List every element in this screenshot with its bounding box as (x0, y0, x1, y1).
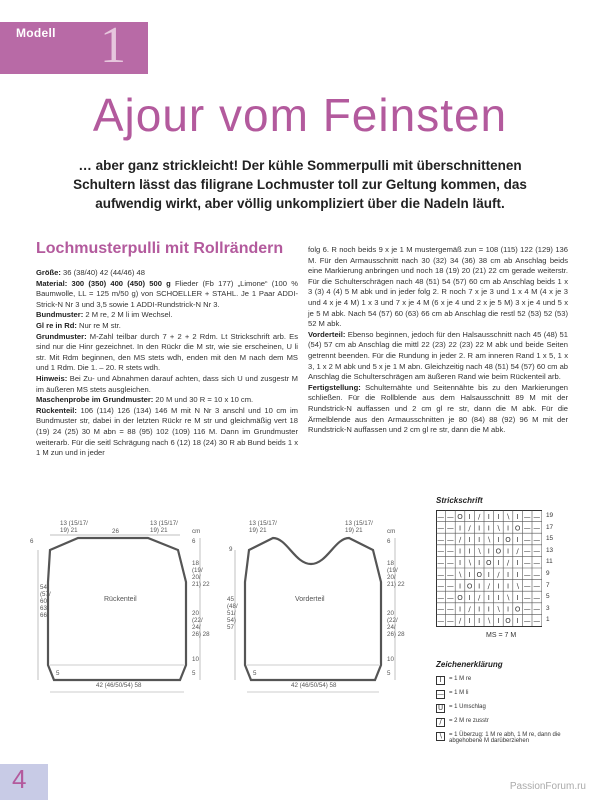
chart-stitch-symbol: ∖ (505, 512, 511, 521)
page-number: 4 (12, 764, 27, 794)
instruction-label: Rückenteil: (36, 405, 77, 415)
chart-stitch-symbol: I (468, 512, 471, 521)
chart-stitch-symbol: — (523, 512, 531, 521)
instruction-paragraph (36, 310, 298, 321)
chart-stitch-symbol: I (468, 617, 471, 626)
front-piece-name: Vorderteil (295, 596, 325, 603)
chart-stitch-symbol: — (533, 512, 541, 521)
model-number: 1 (100, 17, 126, 74)
chart-stitch-symbol: — (446, 582, 454, 591)
chart-stitch-symbol: — (446, 570, 454, 579)
chart-stitch-symbol: — (533, 605, 541, 614)
chart-stitch-symbol: ∕ (468, 524, 471, 533)
chart-stitch-symbol: I (468, 594, 471, 602)
instruction-text: 20 M und 30 R = 10 x 10 cm. (153, 395, 254, 405)
chart-stitch-symbol: I (497, 536, 500, 544)
chart-row-number: 7 (546, 581, 550, 589)
chart-stitch-symbol: I (458, 547, 462, 556)
chart-stitch-symbol: I (478, 605, 481, 614)
legend-text: = 1 M li (449, 690, 469, 696)
chart-row-number: 11 (546, 558, 553, 566)
legend-item (436, 732, 576, 744)
legend-item (436, 718, 576, 727)
back-top-left: 6 (30, 538, 34, 545)
front-shaping-right: 10 (387, 656, 394, 663)
chart-stitch-symbol: — (437, 512, 445, 521)
watermark: PassionForum.ru (509, 781, 586, 792)
chart-row-number: 1 (546, 616, 550, 624)
chart-stitch-symbol: I (506, 582, 510, 591)
chart-stitch-symbol: — (437, 536, 445, 544)
chart-stitch-symbol: ∖ (486, 617, 492, 626)
instruction-paragraph (36, 279, 298, 311)
chart-stitch-symbol: I (458, 605, 462, 614)
chart-stitch-symbol: I (497, 582, 500, 591)
stitch-chart-grid (436, 510, 542, 630)
front-top-left: 9 (229, 546, 233, 553)
front-rib-right: 5 (387, 670, 391, 677)
chart-stitch-symbol: — (437, 617, 445, 626)
chart-stitch-symbol: I (487, 547, 490, 556)
chart-stitch-symbol: O (486, 559, 492, 568)
legend-text: = 1 Überzug: 1 M re abh, 1 M re, dann die abgehobene M darüberziehen (449, 732, 561, 744)
chart-stitch-symbol: — (533, 559, 541, 568)
chart-stitch-symbol: O (476, 570, 482, 579)
chart-stitch-symbol: ∕ (497, 570, 500, 579)
chart-stitch-symbol: I (478, 582, 481, 591)
legend-text: = 1 M re (449, 676, 472, 682)
chart-stitch-symbol: I (478, 536, 481, 544)
back-top-right: 6 (192, 538, 196, 545)
instruction-text: Schulternähte und Seitennähte bis zu den Markierungen schließen. Für die Rollblende aus dem Halsausschnitt 89 M mit der Rundstrick-N auffassen und 2 cm gl re str, dann die M abk. Für die Ärmelblende aus den Armausschnitten je 80 (84) 88 (92) 96 M mit der Rundstrick-N auffassen und 2 cm gl re str, dann die M abk. (308, 382, 568, 435)
chart-stitch-symbol: ∖ (515, 582, 520, 591)
chart-stitch-symbol: O (457, 594, 463, 602)
chart-stitch-symbol: I (497, 617, 500, 626)
back-rib-right: 5 (192, 670, 196, 677)
chart-stitch-symbol: ∖ (486, 536, 492, 544)
chart-stitch-symbol: I (468, 536, 471, 544)
back-piece-name: Rückenteil (104, 596, 137, 603)
front-shoulder-right: 13 (15/17/ 19) 21 (345, 520, 373, 534)
back-side-left: 54 (57/ 60/ 63) 66 (40, 584, 51, 619)
back-bottom-width: 42 (46/50/54) 58 (96, 682, 142, 689)
instruction-text: 36 (38/40) 42 (44/46) 48 (60, 268, 145, 277)
chart-stitch-symbol: ∖ (476, 547, 482, 556)
chart-stitch-symbol: — (533, 582, 541, 591)
chart-stitch-symbol: ∕ (506, 559, 510, 568)
chart-stitch-symbol: — (446, 605, 454, 614)
chart-stitch-symbol: ∕ (478, 594, 481, 602)
instruction-text: Flieder (Fb 177) „Limone“ (100 % Baumwolle, LL = 125 m/50 g) von SCHOELLER + STAHL. Je 1 Paar ADDI-Strick-N Nr 3 und 3,5 sowie 1 ADDI-Rundstrick-N Nr 3. (36, 278, 298, 309)
chart-stitch-symbol: I (487, 524, 490, 533)
chart-stitch-symbol: ∕ (458, 536, 462, 544)
instruction-paragraph (36, 332, 298, 374)
chart-row-number: 15 (546, 535, 554, 543)
back-piece-diagram (30, 520, 220, 705)
chart-row-number: 13 (546, 546, 554, 554)
chart-stitch-symbol: I (478, 617, 481, 626)
chart-stitch-symbol: — (437, 547, 445, 556)
chart-stitch-symbol: — (437, 594, 445, 602)
instruction-text: 2 M re, 2 M li im Wechsel. (83, 310, 173, 320)
instruction-paragraph (36, 395, 298, 406)
chart-stitch-symbol: O (457, 512, 463, 521)
back-shoulder-right: 13 (15/17/ 19) 21 (150, 520, 178, 534)
back-shaping-right: 10 (192, 656, 199, 663)
legend-item (436, 690, 576, 699)
chart-stitch-symbol: — (446, 617, 454, 626)
chart-stitch-symbol: ∕ (516, 547, 519, 556)
instruction-text: Ebenso beginnen, jedoch für den Halsausschnitt nach 45 (48) 51 (54) 57 cm ab Anschlag die mittl 22 (23) 22 (23) 22 M abk und beide Seiten getrennt beenden. Für die Rundung in jeder 2. R am inneren Rand 1 x 5, 1 x 3, 1 x 2 M abk und 5 x je 1 M abn. Gleichzeitig nach 48 (51) 54 (57) 60 cm ab Anschlag die Schulterschrägen am äußeren Rand wie beim Rückenteil arb. (308, 329, 569, 382)
front-top-right: 6 (387, 538, 391, 545)
pattern-subhead: Lochmusterpulli mit Rollrändern (36, 240, 284, 257)
legend-symbol-icon: I (436, 676, 445, 685)
chart-stitch-symbol: — (533, 536, 541, 544)
chart-stitch-symbol: — (533, 570, 541, 579)
instruction-label: Fertigstellung: (308, 382, 361, 392)
chart-row-number: 19 (546, 512, 554, 519)
legend-title: Zeichenerklärung (436, 660, 503, 669)
legend-text: = 1 Umschlag (449, 704, 486, 710)
instruction-paragraph (36, 406, 298, 459)
chart-stitch-symbol: — (523, 594, 531, 602)
chart-stitch-symbol: — (533, 617, 541, 626)
chart-stitch-symbol: ∖ (457, 570, 463, 579)
chart-row-number: 3 (546, 604, 550, 612)
chart-stitch-symbol: ∕ (478, 512, 481, 521)
chart-stitch-symbol: — (446, 594, 454, 602)
chart-stitch-symbol: I (458, 524, 462, 533)
chart-stitch-symbol: I (506, 605, 510, 614)
instruction-text: folg 6. R noch beids 9 x je 1 M mustergemäß zun = 108 (115) 122 (129) 136 M. Für den Armausschnitt nach 30 (32) 34 (36) 38 cm ab Anschlag beids eine Markierung anbringen und noch 18 (19) 20 (21) 22 cm gerade weiterstr. Für die Schulterschrägen nach 48 (51) 54 (57) 60 cm ab Anschlag beids 1 x 3 (3) 4 (4) 5 M abk und in jeder folg 2. R noch 7 x je 3 und 1 x 4 M (4 x je 3 und 4 x je 4 M) 1 x 3 und 7 x je 4 M (6 x je 4 und 2 x je 5 M) 3 x je 4 und 5 x je 5 M abk. Nach 54 (57) 60 (63) 66 cm ab Anschlag die restl 52 (53) 52 (53) 52 M abk. (308, 245, 568, 329)
chart-stitch-symbol: I (468, 547, 471, 556)
chart-row-number: 5 (546, 593, 550, 601)
instruction-label: Maschenprobe im Grundmuster: (36, 395, 154, 405)
chart-stitch-symbol: I (516, 512, 519, 521)
chart-stitch-symbol: I (478, 524, 481, 533)
chart-stitch-symbol: I (487, 594, 490, 602)
chart-stitch-symbol: O (505, 536, 511, 544)
instruction-label: Vorderteil: (308, 329, 346, 339)
legend-item (436, 676, 576, 685)
chart-stitch-symbol: ∖ (496, 524, 501, 533)
chart-stitch-symbol: I (506, 524, 510, 533)
chart-stitch-symbol: — (446, 536, 454, 544)
chart-stitch-symbol: I (516, 559, 519, 568)
front-armhole: 18 (19/ 20/ 21) 22 (387, 560, 405, 588)
instructions-right-column (308, 245, 568, 436)
chart-stitch-symbol: I (478, 559, 481, 568)
chart-stitch-symbol: ∖ (467, 559, 472, 568)
front-piece-diagram (225, 520, 415, 705)
chart-stitch-symbol: I (487, 605, 490, 614)
chart-stitch-symbol: — (523, 605, 531, 614)
chart-stitch-symbol: — (437, 582, 445, 591)
chart-stitch-symbol: — (523, 524, 531, 533)
instruction-paragraph (36, 268, 298, 279)
chart-stitch-symbol: — (437, 605, 445, 614)
instruction-label: Größe: (36, 268, 61, 277)
front-unit: cm (387, 528, 396, 535)
chart-stitch-symbol: I (497, 594, 500, 602)
chart-stitch-symbol: I (497, 559, 500, 568)
chart-stitch-symbol: ∕ (468, 605, 471, 614)
back-side-right: 20 (22/ 24/ 26) 28 (192, 610, 210, 638)
chart-stitch-symbol: — (446, 559, 454, 568)
instruction-paragraph (308, 330, 568, 383)
chart-stitch-symbol: — (437, 524, 445, 533)
instruction-paragraph (308, 245, 568, 330)
chart-stitch-symbol: I (458, 582, 462, 591)
back-rib-left: 5 (56, 670, 60, 677)
chart-stitch-symbol: — (523, 582, 531, 591)
back-unit: cm (192, 528, 201, 535)
chart-stitch-symbol: O (495, 547, 502, 556)
chart-stitch-symbol: ∖ (496, 605, 501, 614)
chart-stitch-symbol: — (523, 570, 531, 579)
back-shoulder-left: 13 (15/17/ 19) 21 (60, 520, 88, 534)
chart-stitch-symbol: — (533, 594, 541, 602)
chart-stitch-symbol: I (458, 559, 462, 568)
chart-stitch-symbol: — (446, 547, 454, 556)
instruction-label: Gl re in Rd: (36, 320, 77, 330)
front-shoulder-left: 13 (15/17/ 19) 21 (249, 520, 277, 534)
instruction-paragraph (308, 383, 568, 436)
instruction-text: 106 (114) 126 (134) 146 M mit N Nr 3 anschl und 10 cm im Bundmuster str, dabei in der letzten Rückr re M str und gleichmäßig vert 18 (19) 24 (25) 30 M abn = 88 (95) 102 (109) 116 M. Dann im Grundmuster weiterarb. Für die seitl Schrägung nach 6 (12) 18 (24) 30 R ab Bund beids 1 x 1 M zun und in jeder (36, 405, 298, 458)
front-side-right: 20 (22/ 24/ 26) 28 (387, 610, 405, 638)
front-rib-left: 5 (253, 670, 257, 677)
chart-stitch-symbol: I (516, 594, 519, 602)
instruction-label: Bundmuster: (36, 310, 84, 320)
legend-symbol-icon: ∕ (436, 718, 445, 727)
chart-stitch-symbol: ∕ (487, 582, 490, 591)
chart-stitch-symbol: I (506, 570, 510, 579)
chart-row-number: 17 (546, 523, 554, 531)
chart-stitch-symbol: I (516, 536, 519, 544)
chart-stitch-symbol: — (446, 512, 454, 521)
chart-stitch-symbol: O (505, 617, 511, 626)
chart-stitch-symbol: — (523, 559, 531, 568)
front-side-left: 45 (48/ 51/ 54) 57 (227, 596, 238, 631)
model-label: Modell (16, 26, 56, 40)
instructions-left-column (36, 268, 298, 459)
chart-title: Strickschrift (436, 496, 483, 505)
chart-stitch-symbol: — (437, 570, 445, 579)
legend-text: = 2 M re zusstr (449, 718, 489, 724)
back-armhole: 18 (19/ 20/ 21) 22 (192, 560, 210, 588)
instruction-label: Grundmuster: (36, 331, 87, 341)
chart-stitch-symbol: I (497, 512, 500, 521)
chart-stitch-symbol: O (466, 582, 473, 591)
legend-symbol-icon: ∖ (436, 732, 445, 741)
front-bottom-width: 42 (46/50/54) 58 (291, 682, 337, 689)
chart-stitch-symbol: — (437, 559, 445, 568)
lead-paragraph: … aber ganz strickleicht! Der kühle Sommerpulli mit überschnittenen Schultern lässt das filigrane Lochmuster toll zur Geltung kommen, das aufwendig wirkt, aber völlig unkompliziert über die Nadeln läuft. (73, 158, 527, 211)
instruction-text: Nur re M str. (76, 320, 121, 330)
instruction-label: Hinweis: (36, 373, 68, 383)
chart-stitch-symbol: ∖ (505, 594, 511, 602)
chart-stitch-symbol: I (487, 512, 490, 521)
chart-stitch-symbol: O (514, 524, 521, 533)
legend-item (436, 704, 576, 713)
chart-stitch-symbol: — (533, 524, 541, 533)
chart-stitch-symbol: — (533, 547, 541, 556)
back-neck-width: 26 (112, 528, 119, 535)
chart-row-number: 9 (546, 570, 550, 577)
legend-symbol-icon: — (437, 690, 444, 698)
chart-stitch-symbol: — (523, 617, 531, 626)
chart-stitch-symbol: O (514, 605, 521, 614)
chart-stitch-symbol: I (468, 570, 471, 579)
instruction-label: Material: 300 (350) 400 (450) 500 g (36, 278, 171, 288)
chart-stitch-symbol: I (506, 547, 510, 556)
instruction-text: M-Zahl teilbar durch 7 + 2 + 2 Rdm. Lt Strickschrift arb. Es sind nur die Hinr gezeichnet. In den Rückr die M str, wie sie erscheinen, U li str. Mit Rdm beginnen, den MS stets wdh, enden mit den M nach dem MS und 1 Rdm. Die 1. – 20. R stets wdh. (36, 331, 298, 373)
chart-stitch-symbol: ∕ (458, 617, 462, 626)
instruction-paragraph (36, 321, 298, 332)
chart-stitch-symbol: I (487, 570, 490, 579)
instruction-paragraph (36, 374, 298, 395)
chart-stitch-symbol: I (516, 570, 519, 579)
page-title: Ajour vom Feinsten (92, 89, 508, 141)
instruction-text: Bei Zu- und Abnahmen darauf achten, dass sich U und zusgestr M im äußeren MS stets ausgleichen. (36, 373, 298, 394)
chart-stitch-symbol: I (516, 617, 519, 626)
repeat-label: MS = 7 M (486, 632, 517, 639)
chart-stitch-symbol: — (523, 547, 531, 556)
legend-symbol-icon: U (437, 704, 444, 712)
chart-stitch-symbol: — (523, 536, 531, 544)
chart-stitch-symbol: — (446, 524, 454, 533)
